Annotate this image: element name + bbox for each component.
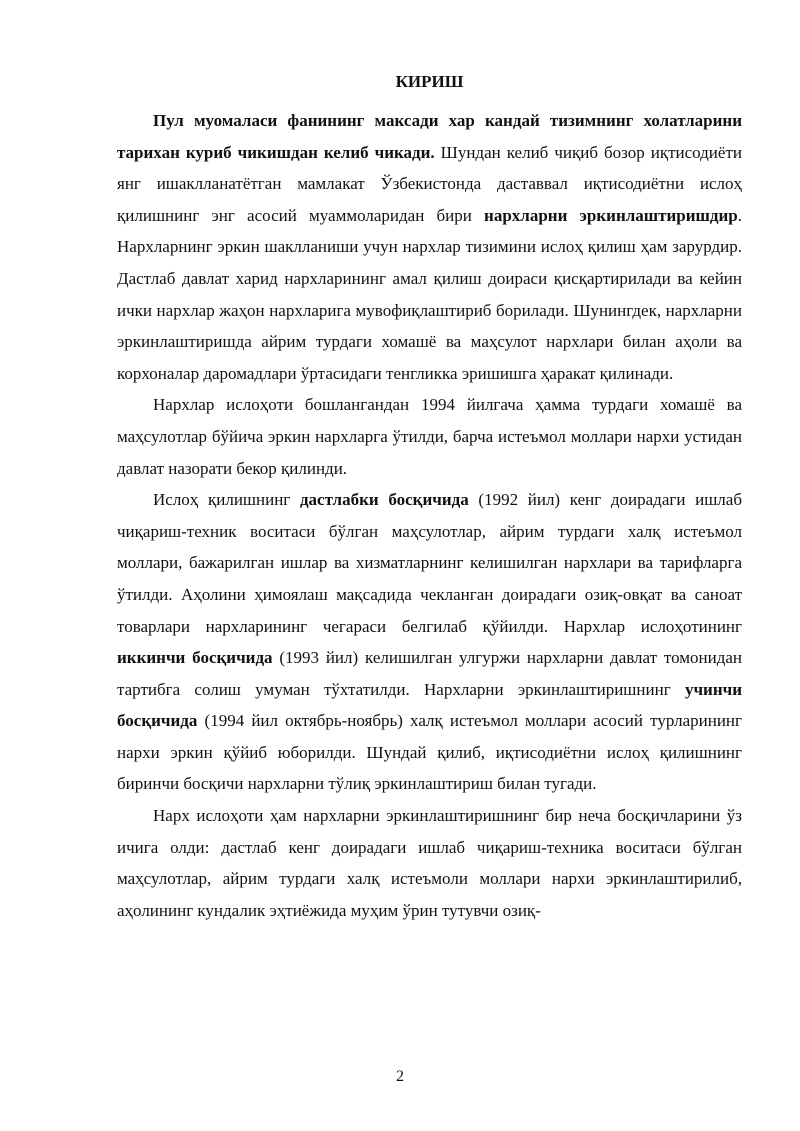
paragraph-reform-1994 bbox=[117, 389, 742, 484]
paragraph-run: Пул муомаласи фанининг максади хар кандай тизимнинг холатларини тарихан куриб чикишдан келиб чикади. bbox=[117, 111, 742, 162]
document-title: КИРИШ bbox=[395, 72, 464, 91]
paragraph-run: Шундан келиб чиқиб бозор иқтисодиёти янг ишаклланатётган мамлакат Ўзбекистонда даставвал иқтисодиётни ислоҳ қилишнинг энг асосий муаммоларидан бири bbox=[117, 142, 742, 225]
paragraph-intro bbox=[117, 105, 742, 389]
paragraph-run: (1993 йил) келишилган улгуржи нархларни давлат томонидан тартибга солиш умуман тўхтатилди. Нархларни эркинлаштиришнинг bbox=[117, 648, 743, 699]
paragraph-run: дастлабки босқичида bbox=[299, 490, 469, 510]
document-page bbox=[117, 72, 742, 926]
paragraph-run: (1992 йил) кенг доирадаги ишлаб чиқариш-техник воситаси бўлган маҳсулотлар, айрим турдаги халқ истеъмол моллари, бажарилган ишлар ва хизматларнинг келишилган нархлари ва тарифларга ўтилди. Аҳолини ҳимоялаш мақсадида чекланган доирадаги озиқ-овқат ва саноат товарлари нархларининг чегараси белгилаб қўйилди. Нархлар ислоҳотининг bbox=[117, 490, 742, 636]
paragraph-run: Ислоҳ қилишнинг bbox=[153, 490, 300, 510]
paragraph-run: . Нархларнинг эркин шаклланиши учун нархлар тизимини ислоҳ қилиш ҳам зарурдир. Дастлаб давлат харид нархларининг амал қилиш доираси қисқартирилади ва кейин ички нархлар жаҳон нархларига мувофиқлаштириб борилади. Шунингдек, нархларни эркинлаштиришда айрим турдаги хомашё ва маҳсулот нархлари билан аҳоли ва корхоналар даромадлари ўртасидаги тенгликка эришишга ҳаракат қилинади. bbox=[117, 205, 742, 383]
paragraph-run: Нарх ислоҳоти ҳам нархларни эркинлаштиришнинг бир неча босқичларини ўз ичига олди: дастлаб кенг доирадаги ишлаб чиқариш-техника воситаси бўлган маҳсулотлар, айрим турдаги халқ истеъмоли моллари нархи эркинлаштирилиб, аҳолининг кундалик эҳтиёжида муҳим ўрин тутувчи озиқ- bbox=[117, 806, 742, 920]
paragraph-price-reform bbox=[117, 800, 742, 926]
paragraph-run: (1994 йил октябрь-ноябрь) халқ истеъмол моллари асосий турларининг нархи эркин қўйиб юборилди. Шундай қилиб, иқтисодиётни ислоҳ қилишнинг биринчи босқичи нархларни тўлиқ эркинлаштириш билан тугади. bbox=[117, 711, 742, 794]
page-number: 2 bbox=[396, 1068, 404, 1085]
paragraph-reform-stages bbox=[117, 484, 742, 800]
paragraph-run: учинчи босқичида bbox=[117, 679, 742, 731]
paragraph-run: нархларни эркинлаштиришдир bbox=[484, 205, 738, 225]
paragraph-run: иккинчи босқичида bbox=[117, 648, 273, 668]
paragraph-run: Нархлар ислоҳоти бошлангандан 1994 йилгача ҳамма турдаги хомашё ва маҳсулотлар бўйича эркин нархларга ўтилди, барча истеъмол моллари нархи устидан давлат назорати бекор қилинди. bbox=[117, 395, 742, 478]
